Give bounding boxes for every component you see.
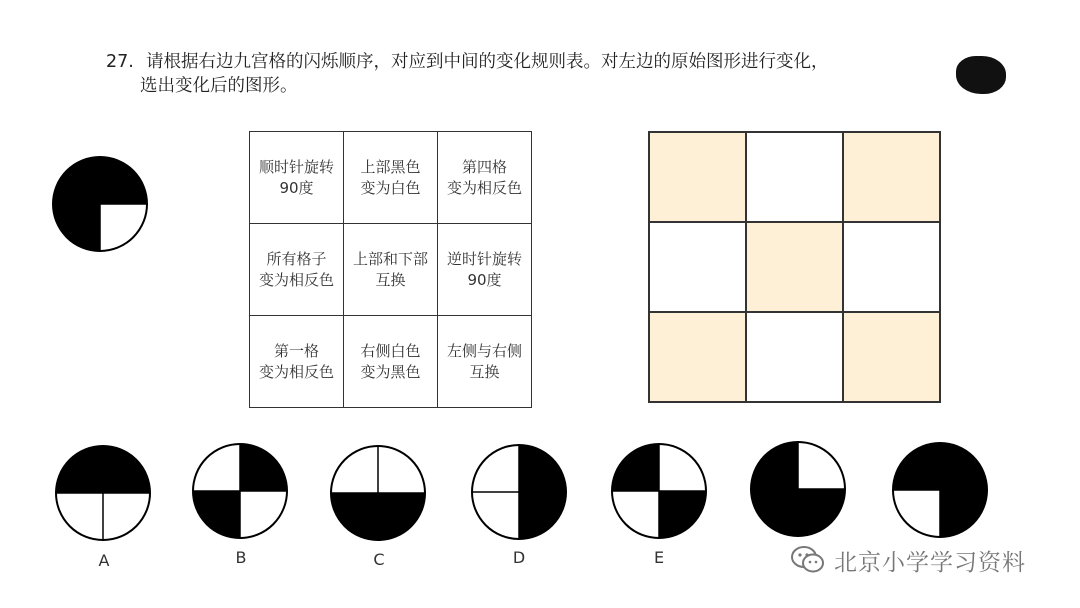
rule-cell-9: 左侧与右侧 互换 [438,316,532,408]
option-d-figure[interactable] [469,442,569,542]
flash-cell-8 [746,312,843,402]
option-c-label: C [373,550,385,569]
flash-cell-9 [843,312,940,402]
rule-cell-2: 上部黑色 变为白色 [344,132,438,224]
option-b-label: B [235,548,247,567]
rule-cell-7: 第一格 变为相反色 [250,316,344,408]
option-f-figure[interactable] [748,439,848,539]
flash-cell-7 [649,312,746,402]
flash-cell-6 [843,222,940,312]
original-figure [50,154,150,254]
watermark-text: 北京小学学习资料 [834,549,1026,576]
rule-cell-4: 所有格子 变为相反色 [250,224,344,316]
option-a-label: A [98,551,110,570]
rule-table [249,131,532,408]
option-d-label: D [512,548,526,567]
flash-cell-3 [843,132,940,222]
flash-cell-2 [746,132,843,222]
rule-cell-6: 逆时针旋转 90度 [438,224,532,316]
wechat-icon [790,545,826,575]
question-number: 27. [106,52,134,72]
rule-cell-5: 上部和下部 互换 [344,224,438,316]
rule-cell-3: 第四格 变为相反色 [438,132,532,224]
question-line-1: 请根据右边九宫格的闪烁顺序，对应到中间的变化规则表。对左边的原始图形进行变化， [146,52,829,72]
question-text [106,50,936,98]
flash-cell-4 [649,222,746,312]
watermark [790,540,1026,580]
flash-grid [648,131,941,403]
option-b-figure[interactable] [190,441,290,541]
question-line-2: 选出变化后的图形。 [140,76,298,96]
option-a-figure[interactable] [53,443,153,543]
option-e-figure[interactable] [609,441,709,541]
flash-cell-1 [649,132,746,222]
redaction-blot [956,56,1006,94]
option-g-figure[interactable] [890,440,990,540]
option-c-figure[interactable] [328,443,428,543]
option-e-label: E [653,548,665,567]
rule-cell-8: 右侧白色 变为黑色 [344,316,438,408]
rule-cell-1: 顺时针旋转 90度 [250,132,344,224]
flash-cell-5 [746,222,843,312]
